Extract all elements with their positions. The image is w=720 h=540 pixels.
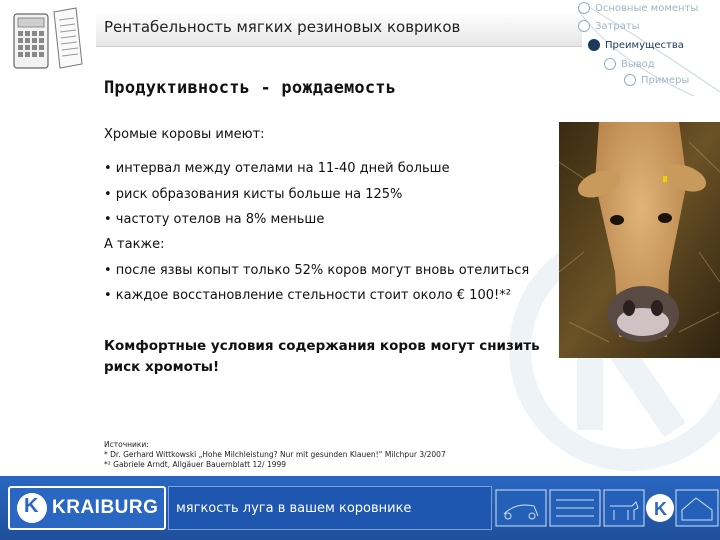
cow-photo xyxy=(559,122,720,358)
nav-dot-icon xyxy=(578,2,590,14)
sources-heading: Источники: xyxy=(104,440,149,449)
nav-item-label: Примеры xyxy=(641,74,690,86)
footer-k-letter: K xyxy=(654,499,667,519)
also-text: А также: xyxy=(104,237,165,252)
nav-item-label: Затраты xyxy=(595,20,640,32)
conclusion-text: Комфортные условия содержания коров могут снизить риск хромоты! xyxy=(104,338,540,375)
bullet-item: • риск образования кисты больше на 125% xyxy=(104,187,403,202)
source-line: *² Gabriele Arndt, Allgäuer Bauernblatt 12/ 1999 xyxy=(104,460,287,469)
nav-item-label: Преимущества xyxy=(605,39,684,51)
intro-text: Хромые коровы имеют: xyxy=(104,127,265,142)
nav-dot-active-icon xyxy=(588,39,600,51)
nav-dot-icon xyxy=(578,20,590,32)
logo-letter: K xyxy=(24,495,39,517)
section-navigation xyxy=(574,0,720,96)
brand-name: KRAIBURG xyxy=(52,497,159,518)
bullet-item: • интервал между отелами на 11-40 дней больше xyxy=(104,161,450,176)
nav-item-advantages[interactable] xyxy=(588,39,684,51)
source-line: * Dr. Gerhard Wittkowski „Hohe Milchleistung? Nur mit gesunden Klauen!“ Milchpur 3/2007 xyxy=(104,450,446,459)
calculator-icon xyxy=(6,6,90,74)
nav-dot-icon xyxy=(604,58,616,70)
nav-item-key-points[interactable] xyxy=(578,2,698,14)
footer-pictograms xyxy=(494,486,720,530)
bullet-item: • после язвы копыт только 52% коров могут вновь отелиться xyxy=(104,263,530,278)
section-title: Продуктивность - рождаемость xyxy=(104,78,397,98)
bullet-item: • частоту отелов на 8% меньше xyxy=(104,212,325,227)
nav-dot-icon xyxy=(624,74,636,86)
nav-item-label: Вывод xyxy=(621,58,655,70)
kraiburg-logo[interactable] xyxy=(8,486,166,530)
header-title: Рентабельность мягких резиновых ковриков xyxy=(104,18,461,36)
sources xyxy=(104,440,446,470)
nav-item-label: Основные моменты xyxy=(595,2,699,14)
footer-slogan: мягкость луга в вашем коровнике xyxy=(176,501,412,516)
nav-item-examples[interactable] xyxy=(624,74,689,86)
nav-item-costs[interactable] xyxy=(578,20,640,32)
bullet-item: • каждое восстановление стельности стоит около € 100!*² xyxy=(104,288,511,303)
nav-item-conclusion[interactable] xyxy=(604,58,655,70)
